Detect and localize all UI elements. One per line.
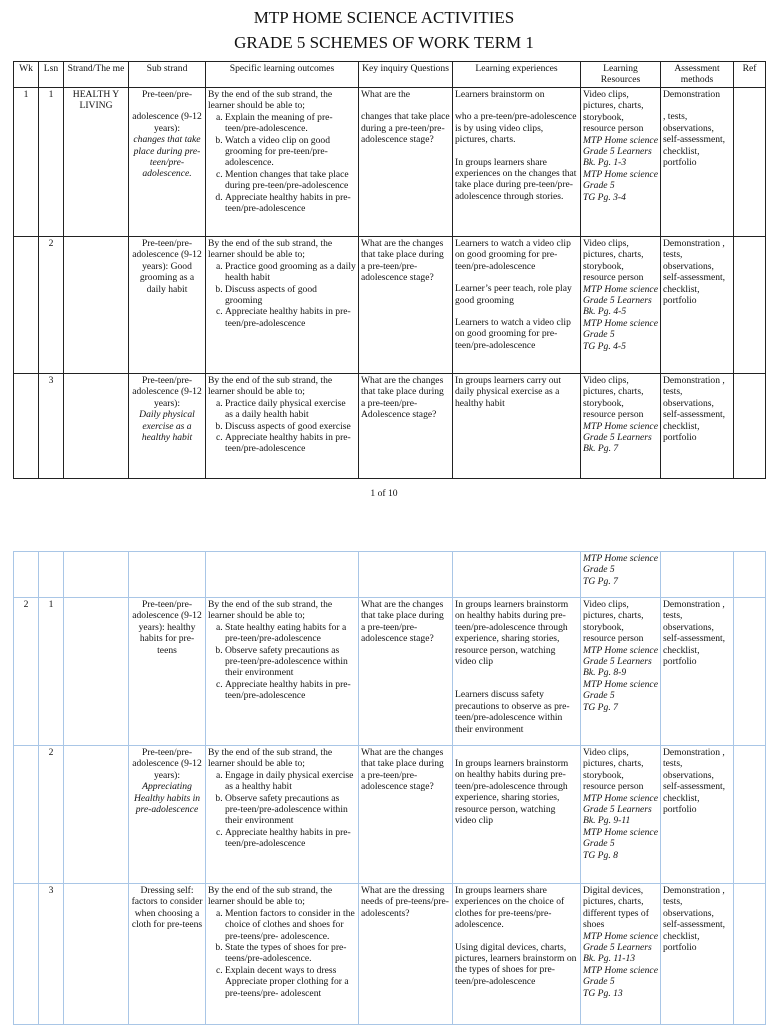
list-item: d. Appreciate healthy habits in pre-teen/pre-adolescence <box>225 192 356 215</box>
guide-reference: TG Pg. 8 <box>583 849 618 861</box>
list-item: b. State the types of shoes for pre-teens/pre-adolescence. <box>225 942 356 965</box>
outcomes-list <box>208 261 356 329</box>
outcomes-cell <box>206 598 359 746</box>
experiences-cell: In groups learners carry out daily physical exercise as a healthy habit <box>453 374 581 479</box>
list-item: a. Practice daily physical exercise as a daily health habit <box>225 398 356 421</box>
resources-text: Video clips, pictures, charts, storybook, resource person <box>583 747 644 793</box>
experience-text: Learners discuss safety precautions to observe as pre-teen/pre-adolescence within their environment <box>455 689 570 735</box>
resources-text: Video clips, pictures, charts, storybook, resource person <box>583 238 644 284</box>
sub-strand-cell <box>129 88 206 237</box>
header-row <box>14 62 766 88</box>
ref-cell <box>734 552 766 598</box>
resources-cell <box>581 374 661 479</box>
experience-text: In groups learners share experiences on the changes that take place during pre-teen/pre-adolescence through stories. <box>455 156 577 202</box>
guide-reference: TG Pg. 7 <box>583 575 618 587</box>
outcomes-intro: By the end of the sub strand, the learner should be able to; <box>208 238 333 261</box>
sub-strand-cell: Dressing self: factors to consider when choosing a cloth for pre-teens <box>129 884 206 1025</box>
list-item: c. Appreciate healthy habits in pre-teen/pre-adolescence <box>225 679 356 702</box>
header-questions: Key inquiry Questions <box>359 62 453 88</box>
lsn-cell: 1 <box>39 88 64 237</box>
sub-strand-cell: Pre-teen/pre-adolescence (9-12 years): Good grooming as a daily habit <box>129 237 206 374</box>
list-item: c. Explain decent ways to dress Appreciate proper clothing for a pre-teens/pre- adolescent <box>225 965 356 999</box>
outcomes-cell <box>206 374 359 479</box>
book-reference: MTP Home science Grade 5 Learners Bk. Pg. 4-5 <box>583 283 658 318</box>
outcomes-intro: By the end of the sub strand, the learner should be able to; <box>208 747 333 770</box>
list-item: a. Mention factors to consider in the choice of clothes and shoes for pre-teens/pre- adolescence. <box>225 908 356 942</box>
outcomes-cell <box>206 884 359 1025</box>
sub-strand-text: Pre-teen/pre- <box>141 89 193 100</box>
questions-cell <box>359 88 453 237</box>
book-reference: MTP Home science Grade 5 <box>583 678 658 702</box>
list-item: a. Engage in daily physical exercise as a healthy habit <box>225 770 356 793</box>
book-reference: MTP Home science Grade 5 Learners Bk. Pg. 9-11 <box>583 792 658 827</box>
wk-cell <box>14 552 39 598</box>
resources-cell <box>581 598 661 746</box>
outcomes-list <box>208 908 356 999</box>
book-reference: MTP Home science Grade 5 Learners Bk. Pg. 8-9 <box>583 644 658 679</box>
experiences-cell <box>453 88 581 237</box>
outcomes-list <box>208 398 356 455</box>
lsn-cell: 2 <box>39 746 64 884</box>
outcomes-intro: By the end of the sub strand, the learner should be able to; <box>208 885 333 908</box>
table-row <box>14 884 766 1025</box>
list-item: a. Explain the meaning of pre-teen/pre-adolescence. <box>225 112 356 135</box>
outcomes-cell <box>206 746 359 884</box>
resources-cell <box>581 552 661 598</box>
sub-strand-cell: Pre-teen/pre-adolescence (9-12 years): healthy habits for pre-teens <box>129 598 206 746</box>
questions-cell: What are the changes that take place during a pre-teen/pre-adolescence stage? <box>359 746 453 884</box>
resources-cell <box>581 884 661 1025</box>
table-row <box>14 552 766 598</box>
list-item: b. Discuss aspects of good grooming <box>225 284 356 307</box>
header-ref: Ref <box>734 62 766 88</box>
book-reference: MTP Home science Grade 5 <box>583 964 658 988</box>
book-reference: MTP Home science Grade 5 <box>583 826 658 850</box>
table-row <box>14 237 766 374</box>
experience-text: In groups learners share experiences on the choice of clothes for pre-teens/pre-adolescence. <box>455 885 565 931</box>
resources-text: Video clips, pictures, charts, storybook, resource person <box>583 599 644 645</box>
header-sub-strand: Sub strand <box>129 62 206 88</box>
strand-cell <box>64 552 129 598</box>
assessment-cell: Demonstration , tests, observations, self-assessment, checklist, portfolio <box>661 237 734 374</box>
ref-cell <box>734 884 766 1025</box>
outcomes-intro: By the end of the sub strand, the learner should be able to; <box>208 375 333 398</box>
resources-cell <box>581 88 661 237</box>
header-experiences: Learning experiences <box>453 62 581 88</box>
wk-cell <box>14 237 39 374</box>
experience-text: who a pre-teen/pre-adolescence is by using video clips, pictures, charts. <box>455 111 577 146</box>
list-item: c. Appreciate healthy habits in pre-teen/pre-adolescence <box>225 306 356 329</box>
ref-cell <box>734 88 766 237</box>
ref-cell <box>734 374 766 479</box>
outcomes-list <box>208 112 356 215</box>
table-row <box>14 746 766 884</box>
lsn-cell <box>39 552 64 598</box>
resources-cell <box>581 746 661 884</box>
experience-text: In groups learners brainstorm on healthy habits during pre- teen/pre-adolescence through experience, sharing stories, resource person, watching video clip <box>455 758 569 827</box>
experience-text: Learners to watch a video clip on good grooming for pre-teen/pre-adolescence <box>455 317 571 351</box>
experiences-cell <box>453 746 581 884</box>
resources-cell <box>581 237 661 374</box>
sub-strand-text: Pre-teen/pre-adolescence (9-12 years): <box>132 375 202 409</box>
outcomes-intro: By the end of the sub strand, the learner should be able to; <box>208 89 333 112</box>
assessment-text: Demonstration <box>663 89 721 100</box>
experiences-cell <box>453 552 581 598</box>
question-text: What are the <box>361 89 411 100</box>
scheme-table-page-2 <box>13 551 766 1025</box>
header-resources: Learning Resources <box>581 62 661 88</box>
outcomes-intro: By the end of the sub strand, the learner should be able to; <box>208 599 333 622</box>
wk-cell: 2 <box>14 598 39 746</box>
resources-text: Video clips, pictures, charts, storybook, resource person <box>583 375 644 421</box>
list-item: b. Watch a video clip on good grooming for pre-teen/pre-adolescence. <box>225 135 356 169</box>
assessment-cell <box>661 552 734 598</box>
header-strand: Strand/The me <box>64 62 129 88</box>
assessment-cell: Demonstration , tests, observations, self-assessment, checklist, portfolio <box>661 598 734 746</box>
list-item: c. Mention changes that take place during pre-teen/pre-adolescence <box>225 169 356 192</box>
scheme-table-page-1 <box>13 61 766 479</box>
outcomes-cell <box>206 552 359 598</box>
sub-strand-text: Pre-teen/pre-adolescence (9-12 years): <box>132 747 202 781</box>
assessment-cell <box>661 88 734 237</box>
guide-reference: TG Pg. 3-4 <box>583 191 626 203</box>
strand-cell <box>64 237 129 374</box>
resources-text: Digital devices, pictures, charts, different types of shoes <box>583 885 649 931</box>
experiences-cell <box>453 598 581 746</box>
questions-cell: What are the changes that take place during a pre-teen/pre-adolescence stage? <box>359 237 453 374</box>
ref-cell <box>734 598 766 746</box>
sub-strand-cell <box>129 746 206 884</box>
wk-cell: 1 <box>14 88 39 237</box>
strand-cell <box>64 746 129 884</box>
lsn-cell: 3 <box>39 884 64 1025</box>
questions-cell <box>359 552 453 598</box>
header-assessment: Assessment methods <box>661 62 734 88</box>
table-row <box>14 598 766 746</box>
book-reference: MTP Home science Grade 5 Learners Bk. Pg. 7 <box>583 420 658 455</box>
sub-strand-cell <box>129 552 206 598</box>
outcomes-cell <box>206 88 359 237</box>
book-reference: MTP Home science Grade 5 Learners Bk. Pg. 1-3 <box>583 134 658 169</box>
header-lsn: Lsn <box>39 62 64 88</box>
lsn-cell: 1 <box>39 598 64 746</box>
questions-cell: What are the dressing needs of pre-teens/pre-adolescents? <box>359 884 453 1025</box>
sub-strand-focus: Daily physical exercise as a healthy habit <box>139 409 195 444</box>
document-subtitle: GRADE 5 SCHEMES OF WORK TERM 1 <box>234 33 534 52</box>
resources-text: Video clips, pictures, charts, storybook, resource person <box>583 89 644 135</box>
page-number: 1 of 10 <box>370 488 398 499</box>
lsn-cell: 3 <box>39 374 64 479</box>
outcomes-list <box>208 622 356 702</box>
wk-cell <box>14 746 39 884</box>
outcomes-list <box>208 770 356 850</box>
sub-strand-cell <box>129 374 206 479</box>
experience-text: Learners to watch a video clip on good grooming for pre-teen/pre-adolescence <box>455 238 571 272</box>
experiences-cell <box>453 237 581 374</box>
book-reference: MTP Home science Grade 5 <box>583 168 658 192</box>
ref-cell <box>734 237 766 374</box>
book-reference: MTP Home science Grade 5 Learners Bk. Pg. 11-13 <box>583 930 658 965</box>
assessment-cell: Demonstration , tests, observations, self-assessment, checklist, portfolio <box>661 884 734 1025</box>
guide-reference: TG Pg. 7 <box>583 701 618 713</box>
sub-strand-focus: changes that take place during pre-teen/pre-adolescence. <box>133 134 201 180</box>
questions-cell: What are the changes that take place during a pre-teen/pre-Adolescence stage? <box>359 374 453 479</box>
experiences-cell <box>453 884 581 1025</box>
strand-cell <box>64 884 129 1025</box>
header-wk: Wk <box>14 62 39 88</box>
table-row <box>14 374 766 479</box>
experience-text: Learner’s peer teach, role play good grooming <box>455 283 572 306</box>
document-title: MTP HOME SCIENCE ACTIVITIES <box>253 8 515 27</box>
ref-cell <box>734 746 766 884</box>
experience-text: In groups learners brainstorm on healthy habits during pre-teen/pre-adolescence through experience, sharing stories, resource person, watching video clip <box>455 599 569 668</box>
list-item: b. Observe safety precautions as pre-teen/pre-adolescence within their environment <box>225 645 356 679</box>
list-item: c. Appreciate healthy habits in pre-teen/pre-adolescence <box>225 827 356 850</box>
list-item: a. Practice good grooming as a daily health habit <box>225 261 356 284</box>
question-text: changes that take place during a pre-teen/pre-adolescence stage? <box>361 111 450 146</box>
questions-cell: What are the changes that take place during a pre-teen/pre-adolescence stage? <box>359 598 453 746</box>
guide-reference: TG Pg. 4-5 <box>583 340 626 352</box>
sub-strand-text: adolescence (9-12 years): <box>132 111 202 134</box>
assessment-cell: Demonstration , tests, observations, self-assessment, checklist, portfolio <box>661 374 734 479</box>
experience-text: Using digital devices, charts, pictures, learners brainstorm on the types of shoes for pre-teen/pre-adolescence <box>455 941 577 987</box>
strand-cell: HEALTH Y LIVING <box>64 88 129 237</box>
header-outcomes: Specific learning outcomes <box>206 62 359 88</box>
strand-cell <box>64 598 129 746</box>
lsn-cell: 2 <box>39 237 64 374</box>
table-row <box>14 88 766 237</box>
list-item: a. State healthy eating habits for a pre-teen/pre-adolescence <box>225 622 356 645</box>
list-item: b. Observe safety precautions as pre-teen/pre-adolescence within their environment <box>225 793 356 827</box>
outcomes-cell <box>206 237 359 374</box>
list-item: c. Appreciate healthy habits in pre-teen/pre-adolescence <box>225 432 356 455</box>
assessment-text: , tests, observations, self-assessment, checklist, portfolio <box>663 111 726 169</box>
strand-cell <box>64 374 129 479</box>
book-reference: MTP Home science Grade 5 <box>583 317 658 341</box>
guide-reference: TG Pg. 13 <box>583 987 623 999</box>
assessment-cell: Demonstration , tests, observations, self-assessment, checklist, portfolio <box>661 746 734 884</box>
list-item: b. Discuss aspects of good exercise <box>225 421 356 432</box>
wk-cell <box>14 374 39 479</box>
book-reference: MTP Home science Grade 5 <box>583 553 658 576</box>
sub-strand-focus: Appreciating Healthy habits in pre-adolescence <box>133 781 201 816</box>
experience-text: Learners brainstorm on <box>455 89 545 100</box>
wk-cell <box>14 884 39 1025</box>
